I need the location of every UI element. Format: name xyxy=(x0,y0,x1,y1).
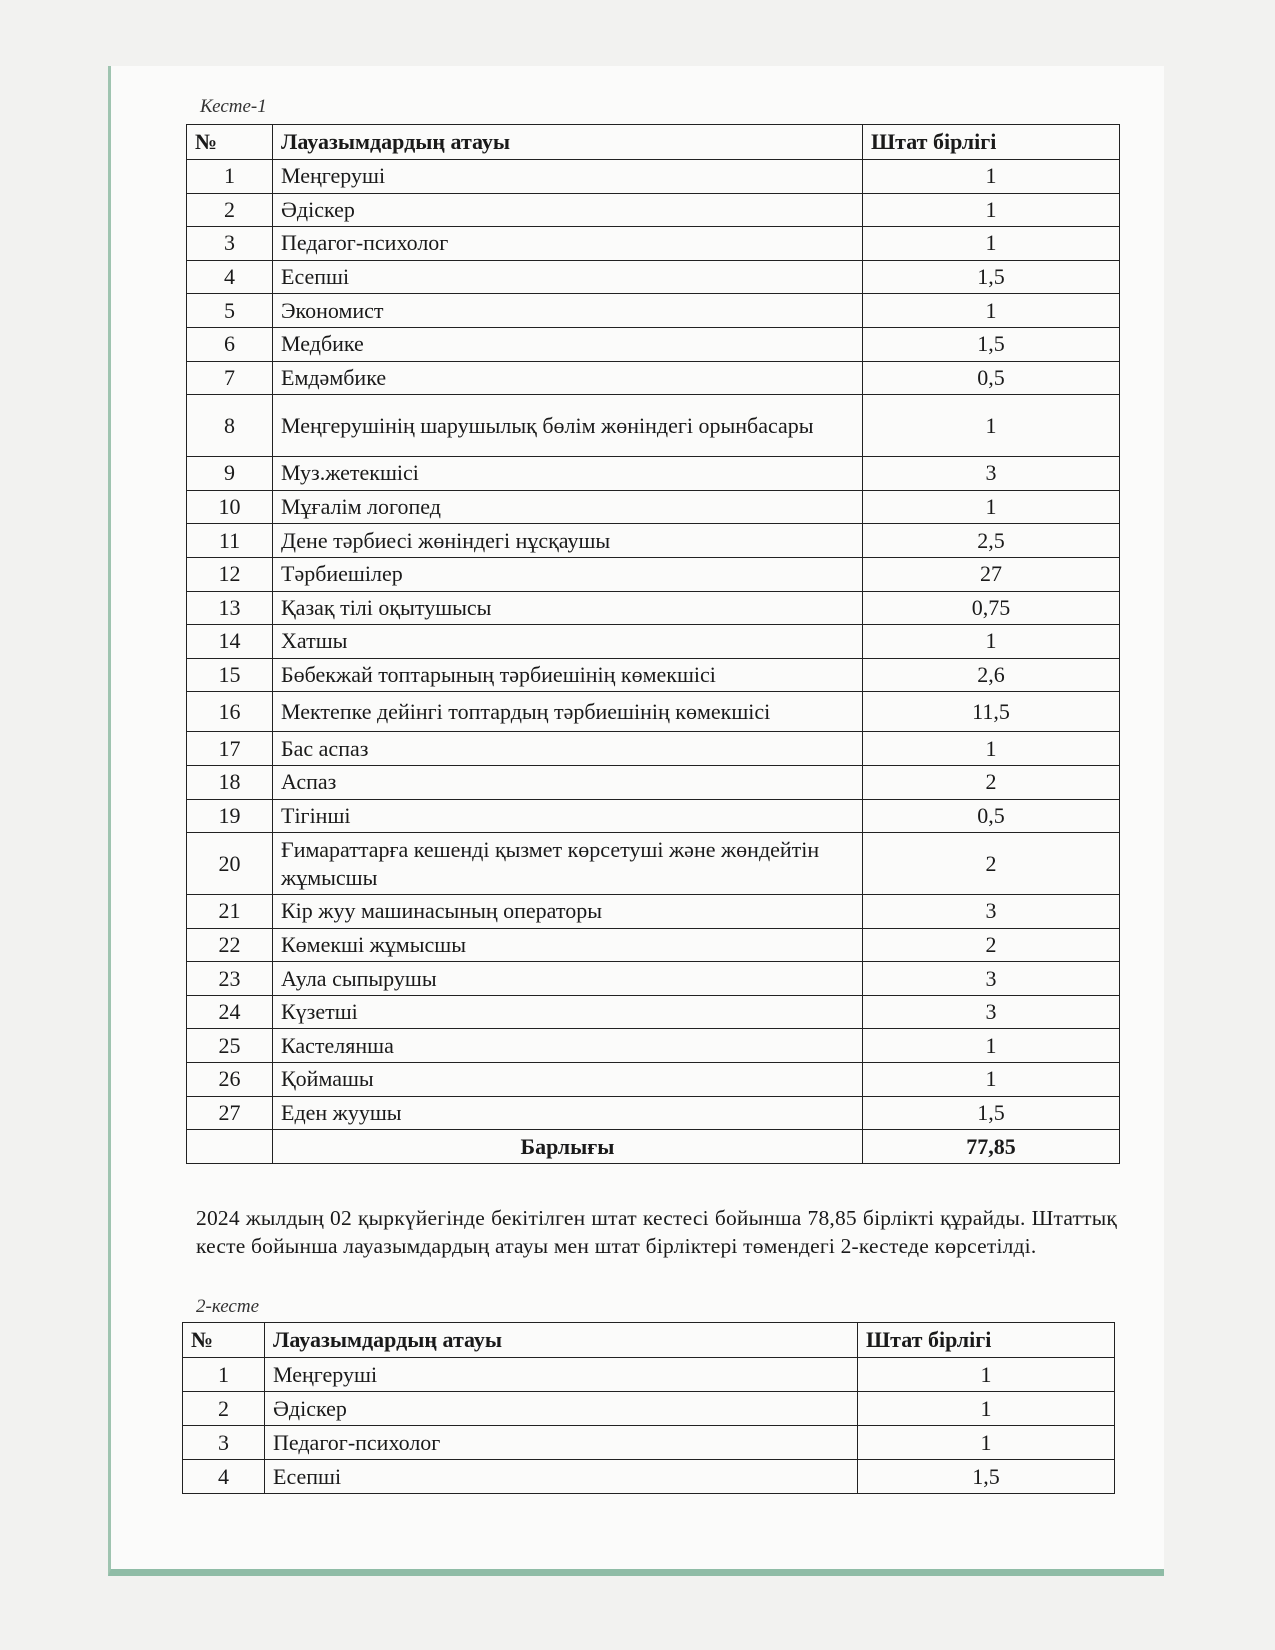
table-row xyxy=(187,799,1120,833)
table-row xyxy=(187,294,1120,328)
row-position-name: Экономист xyxy=(273,294,863,328)
row-number: 2 xyxy=(187,193,273,227)
row-staff-units: 1 xyxy=(863,732,1120,766)
row-position-name: Кір жуу машинасының операторы xyxy=(273,895,863,929)
row-staff-units: 3 xyxy=(863,962,1120,996)
row-number: 1 xyxy=(183,1358,265,1392)
row-number: 21 xyxy=(187,895,273,929)
table-row xyxy=(187,692,1120,732)
row-position-name: Педагог-психолог xyxy=(273,227,863,261)
row-position-name: Аспаз xyxy=(273,765,863,799)
row-number: 18 xyxy=(187,765,273,799)
row-staff-units: 0,5 xyxy=(863,799,1120,833)
total-label: Барлығы xyxy=(273,1130,863,1164)
row-position-name: Муз.жетекшісі xyxy=(273,457,863,491)
row-number: 20 xyxy=(187,833,273,895)
row-staff-units: 1,5 xyxy=(863,260,1120,294)
row-position-name: Мектепке дейінгі топтардың тәрбиешінің көмекшісі xyxy=(273,692,863,732)
table-row xyxy=(187,658,1120,692)
row-staff-units: 27 xyxy=(863,557,1120,591)
table-row xyxy=(187,732,1120,766)
table-row xyxy=(187,490,1120,524)
row-staff-units: 1,5 xyxy=(858,1460,1115,1494)
row-position-name: Әдіскер xyxy=(273,193,863,227)
row-position-name: Бөбекжай топтарының тәрбиешінің көмекшісі xyxy=(273,658,863,692)
row-position-name: Кастелянша xyxy=(273,1029,863,1063)
row-position-name: Тәрбиешілер xyxy=(273,557,863,591)
row-position-name: Есепші xyxy=(273,260,863,294)
row-position-name: Меңгерушінің шарушылық бөлім жөніндегі орынбасары xyxy=(273,395,863,457)
table-row xyxy=(187,557,1120,591)
table-row xyxy=(187,833,1120,895)
row-position-name: Емдәмбике xyxy=(273,361,863,395)
table-row xyxy=(187,591,1120,625)
row-number: 17 xyxy=(187,732,273,766)
row-number: 26 xyxy=(187,1063,273,1097)
table-row xyxy=(187,625,1120,659)
row-number: 1 xyxy=(187,160,273,194)
table-row xyxy=(187,361,1120,395)
row-staff-units: 1 xyxy=(863,193,1120,227)
row-position-name: Еден жуушы xyxy=(273,1096,863,1130)
row-staff-units: 1,5 xyxy=(863,327,1120,361)
row-position-name: Есепші xyxy=(265,1460,858,1494)
row-number: 3 xyxy=(187,227,273,261)
staff-table-1 xyxy=(186,124,1120,1164)
row-staff-units: 3 xyxy=(863,995,1120,1029)
row-position-name: Меңгеруші xyxy=(273,160,863,194)
row-number: 19 xyxy=(187,799,273,833)
col-header-units: Штат бірлігі xyxy=(863,125,1120,160)
row-number: 11 xyxy=(187,524,273,558)
table-row xyxy=(187,765,1120,799)
table-row xyxy=(187,1063,1120,1097)
row-position-name: Қоймашы xyxy=(273,1063,863,1097)
row-position-name: Қазақ тілі оқытушысы xyxy=(273,591,863,625)
table-row xyxy=(187,524,1120,558)
row-number: 8 xyxy=(187,395,273,457)
row-staff-units: 1 xyxy=(858,1392,1115,1426)
table-row xyxy=(187,457,1120,491)
table-row xyxy=(187,227,1120,261)
table-row xyxy=(187,995,1120,1029)
row-staff-units: 1 xyxy=(863,227,1120,261)
table-header-row xyxy=(187,125,1120,160)
total-empty-cell xyxy=(187,1130,273,1164)
row-position-name: Әдіскер xyxy=(265,1392,858,1426)
row-staff-units: 2 xyxy=(863,928,1120,962)
row-staff-units: 1 xyxy=(863,1029,1120,1063)
body-paragraph: 2024 жылдың 02 қыркүйегінде бекітілген штат кестесі бойынша 78,85 бірлікті құрайды. Штаттық кесте бойынша лауазымдардың атауы мен штат бірліктері төмендегі 2-кестеде көрсетілді. xyxy=(196,1206,1117,1258)
row-number: 22 xyxy=(187,928,273,962)
table-row xyxy=(183,1358,1115,1392)
row-position-name: Хатшы xyxy=(273,625,863,659)
col-header-num: № xyxy=(183,1323,265,1358)
table-row xyxy=(187,193,1120,227)
row-number: 4 xyxy=(183,1460,265,1494)
row-position-name: Медбике xyxy=(273,327,863,361)
row-number: 15 xyxy=(187,658,273,692)
row-staff-units: 1 xyxy=(863,1063,1120,1097)
table-row xyxy=(187,1096,1120,1130)
row-number: 25 xyxy=(187,1029,273,1063)
row-position-name: Күзетші xyxy=(273,995,863,1029)
col-header-num: № xyxy=(187,125,273,160)
row-staff-units: 1 xyxy=(863,395,1120,457)
row-staff-units: 11,5 xyxy=(863,692,1120,732)
table-row xyxy=(183,1392,1115,1426)
total-value: 77,85 xyxy=(863,1130,1120,1164)
row-number: 7 xyxy=(187,361,273,395)
row-staff-units: 1,5 xyxy=(863,1096,1120,1130)
row-staff-units: 1 xyxy=(863,490,1120,524)
row-number: 6 xyxy=(187,327,273,361)
row-staff-units: 3 xyxy=(863,457,1120,491)
row-number: 10 xyxy=(187,490,273,524)
row-staff-units: 1 xyxy=(863,625,1120,659)
table-row xyxy=(187,928,1120,962)
row-position-name: Аула сыпырушы xyxy=(273,962,863,996)
staff-table-2 xyxy=(182,1322,1115,1494)
table-row xyxy=(183,1460,1115,1494)
row-number: 23 xyxy=(187,962,273,996)
row-staff-units: 1 xyxy=(858,1358,1115,1392)
row-staff-units: 2 xyxy=(863,833,1120,895)
total-row xyxy=(187,1130,1120,1164)
row-staff-units: 1 xyxy=(863,160,1120,194)
row-position-name: Меңгеруші xyxy=(265,1358,858,1392)
table-row xyxy=(187,260,1120,294)
table-row xyxy=(187,1029,1120,1063)
row-number: 2 xyxy=(183,1392,265,1426)
row-staff-units: 1 xyxy=(858,1426,1115,1460)
table-row xyxy=(187,962,1120,996)
row-number: 5 xyxy=(187,294,273,328)
row-staff-units: 2 xyxy=(863,765,1120,799)
row-number: 4 xyxy=(187,260,273,294)
row-position-name: Бас аспаз xyxy=(273,732,863,766)
row-number: 3 xyxy=(183,1426,265,1460)
row-staff-units: 0,5 xyxy=(863,361,1120,395)
row-number: 14 xyxy=(187,625,273,659)
table-header-row xyxy=(183,1323,1115,1358)
table-row xyxy=(187,160,1120,194)
row-staff-units: 3 xyxy=(863,895,1120,929)
row-position-name: Ғимараттарға кешенді қызмет көрсетуші және жөндейтін жұмысшы xyxy=(273,833,863,895)
row-number: 27 xyxy=(187,1096,273,1130)
table1-caption: Кесте-1 xyxy=(200,96,267,117)
row-number: 13 xyxy=(187,591,273,625)
row-position-name: Көмекші жұмысшы xyxy=(273,928,863,962)
col-header-name: Лауазымдардың атауы xyxy=(265,1323,858,1358)
row-staff-units: 2,5 xyxy=(863,524,1120,558)
row-staff-units: 0,75 xyxy=(863,591,1120,625)
row-position-name: Дене тәрбиесі жөніндегі нұсқаушы xyxy=(273,524,863,558)
row-number: 12 xyxy=(187,557,273,591)
table2-caption: 2-кесте xyxy=(196,1296,260,1317)
table-row xyxy=(183,1426,1115,1460)
table-row xyxy=(187,395,1120,457)
row-number: 9 xyxy=(187,457,273,491)
row-position-name: Тігінші xyxy=(273,799,863,833)
row-position-name: Мұғалім логопед xyxy=(273,490,863,524)
table-row xyxy=(187,895,1120,929)
table-row xyxy=(187,327,1120,361)
row-number: 16 xyxy=(187,692,273,732)
row-position-name: Педагог-психолог xyxy=(265,1426,858,1460)
row-staff-units: 1 xyxy=(863,294,1120,328)
row-staff-units: 2,6 xyxy=(863,658,1120,692)
col-header-units: Штат бірлігі xyxy=(858,1323,1115,1358)
col-header-name: Лауазымдардың атауы xyxy=(273,125,863,160)
row-number: 24 xyxy=(187,995,273,1029)
